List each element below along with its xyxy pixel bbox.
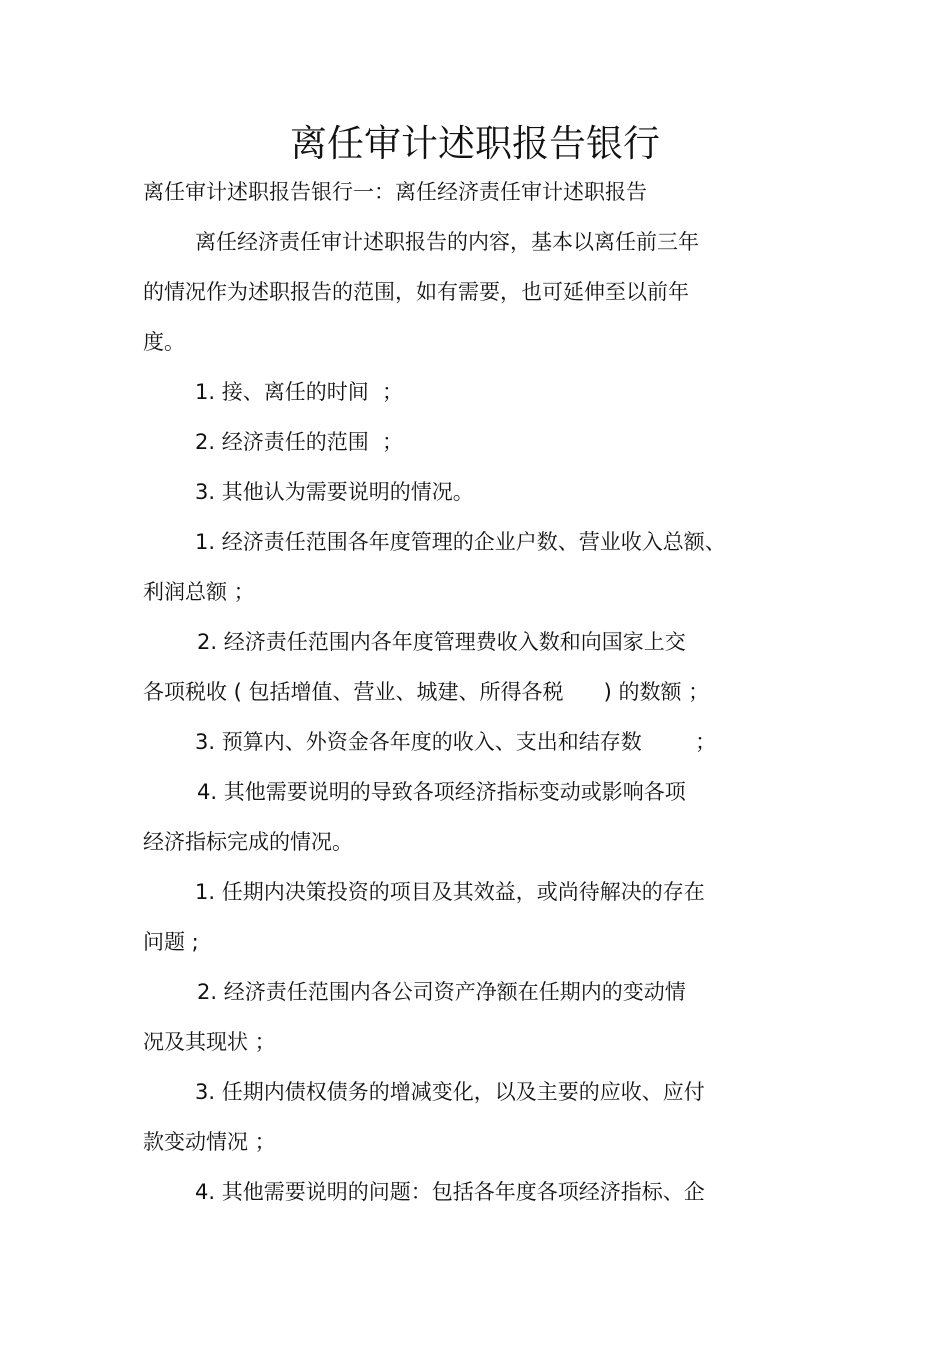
- list-item: 2. 经济责任范围内各公司资产净额在任期内的变动情: [197, 980, 686, 1004]
- list-item-continuation: 况及其现状 ；: [143, 1030, 276, 1054]
- paragraph-line: 度。: [143, 330, 185, 354]
- list-item-continuation: 款变动情况 ；: [143, 1130, 276, 1154]
- paragraph-line: 离任经济责任审计述职报告的内容，基本以离任前三年: [195, 230, 699, 254]
- document-subtitle: 离任审计述职报告银行一：离任经济责任审计述职报告: [143, 180, 647, 204]
- list-item: 3. 预算内、外资金各年度的收入、支出和结存数 ；: [195, 730, 717, 754]
- list-item-continuation: 问题 ;: [143, 930, 199, 954]
- list-item: 1. 任期内决策投资的项目及其效益，或尚待解决的存在: [195, 880, 705, 904]
- list-item: 1. 经济责任范围各年度管理的企业户数、营业收入总额、: [195, 530, 726, 554]
- list-item: 3. 任期内债权债务的增减变化，以及主要的应收、应付: [195, 1080, 705, 1104]
- document-title: 离任审计述职报告银行: [290, 122, 660, 165]
- list-item: 2. 经济责任的范围 ；: [195, 430, 404, 454]
- list-item: 3. 其他认为需要说明的情况。: [195, 480, 474, 504]
- list-item: 2. 经济责任范围内各年度管理费收入数和向国家上交: [197, 630, 686, 654]
- list-item: 4. 其他需要说明的导致各项经济指标变动或影响各项: [197, 780, 686, 804]
- list-item-continuation: 利润总额 ；: [143, 580, 255, 604]
- paragraph-line: 的情况作为述职报告的范围，如有需要，也可延伸至以前年: [143, 280, 689, 304]
- list-item-continuation: 各项税收 ( 包括增值、营业、城建、所得各税 ) 的数额 ；: [143, 680, 710, 704]
- list-item: 4. 其他需要说明的问题：包括各年度各项经济指标、企: [195, 1180, 705, 1204]
- list-item-continuation: 经济指标完成的情况。: [143, 830, 353, 854]
- list-item: 1. 接、离任的时间 ；: [195, 380, 404, 404]
